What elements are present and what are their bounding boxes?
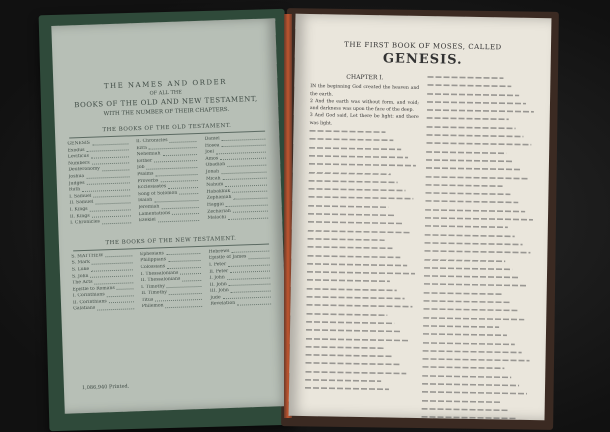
- book-name: Song of Solomon: [137, 190, 178, 197]
- leader-dots: [82, 186, 130, 192]
- leader-dots: [160, 177, 198, 183]
- book-name: Habakkuk: [206, 188, 231, 195]
- leader-dots: [216, 148, 266, 154]
- leader-dots: [228, 214, 268, 220]
- leader-dots: [91, 153, 129, 159]
- book-name: II. Chronicles: [135, 138, 168, 145]
- leader-dots: [223, 293, 271, 299]
- leader-dots: [166, 250, 201, 256]
- contents-title-line2: OF ALL THE: [149, 89, 182, 97]
- leader-dots: [179, 190, 198, 195]
- book-name: Nehemiah: [136, 151, 161, 158]
- leader-dots: [169, 137, 196, 143]
- leader-dots: [237, 300, 271, 306]
- leader-dots: [97, 305, 134, 311]
- leader-dots: [168, 183, 198, 189]
- book-name: Ephesians: [139, 250, 164, 257]
- book-name: Hosea: [204, 142, 220, 149]
- leader-dots: [232, 187, 267, 193]
- contents-title-block: [53, 76, 278, 119]
- leader-dots: [220, 154, 266, 160]
- leader-dots: [248, 254, 269, 259]
- leader-dots: [90, 272, 132, 278]
- leader-dots: [182, 276, 201, 281]
- leader-dots: [92, 212, 131, 218]
- book-name: Jude: [210, 295, 221, 301]
- book-entry: [70, 218, 133, 227]
- leader-dots: [86, 179, 129, 185]
- book-name: Micah: [205, 175, 221, 182]
- book-title: GENESIS.: [382, 51, 463, 68]
- leader-dots: [167, 263, 201, 269]
- leader-dots: [86, 172, 129, 178]
- book-list-column: [209, 247, 274, 308]
- book-name: Exodus: [67, 147, 85, 154]
- leader-dots: [92, 159, 129, 165]
- leader-dots: [117, 285, 133, 290]
- text-column-right: [421, 73, 536, 420]
- book-name: Deuteronomy: [68, 166, 100, 173]
- leader-dots: [109, 298, 134, 303]
- leader-dots: [146, 163, 197, 169]
- chapter-heading: CHAPTER I.: [346, 73, 384, 82]
- book-name: Isaiah: [138, 197, 153, 204]
- new-testament-list: [59, 247, 285, 314]
- leader-dots: [167, 283, 202, 289]
- book-name: Revelation: [210, 301, 236, 308]
- book-name: II. Samuel: [69, 200, 94, 206]
- book-name: Ezekiel: [138, 217, 156, 224]
- leader-dots: [92, 259, 132, 265]
- verse-2: 2 And the earth was without form, and void; and darkness was upon the face of the deep.: [309, 98, 420, 114]
- book-list-column: [136, 137, 202, 225]
- leader-dots: [172, 210, 199, 216]
- leader-dots: [227, 161, 266, 167]
- book-name: Leviticus: [67, 153, 90, 160]
- book-list-column: [205, 135, 271, 223]
- book-name: I. Timothy: [141, 283, 166, 290]
- leader-dots: [154, 157, 197, 163]
- book-name: Ezra: [136, 145, 148, 151]
- contents-title-line4: WITH THE NUMBER OF THEIR CHAPTERS.: [103, 106, 230, 118]
- leader-dots: [228, 260, 270, 266]
- book-name: Jonah: [205, 169, 220, 175]
- contents-page: [51, 18, 288, 414]
- leader-dots: [168, 256, 201, 262]
- book-entry: [207, 214, 270, 223]
- book-name: Epistle of James: [208, 254, 247, 261]
- leader-dots: [155, 296, 202, 302]
- leader-dots: [162, 150, 197, 156]
- book-name: Galatians: [73, 306, 96, 312]
- book-name: I. Thessalonians: [140, 270, 179, 277]
- contents-title-line1: THE NAMES AND ORDER: [103, 77, 228, 91]
- leader-dots: [90, 205, 131, 211]
- book-name: Job: [136, 165, 145, 171]
- leader-dots: [222, 135, 266, 141]
- leader-dots: [92, 139, 128, 145]
- leader-dots: [105, 252, 132, 258]
- old-testament-list: [55, 134, 282, 227]
- book-list-column: [67, 139, 133, 227]
- new-testament-heading: THE BOOKS OF THE NEW TESTAMENT.: [105, 235, 237, 246]
- leader-dots: [226, 201, 268, 207]
- book-name: Zechariah: [207, 208, 231, 215]
- leader-dots: [229, 280, 271, 286]
- running-title: THE FIRST BOOK OF MOSES, CALLED: [344, 40, 502, 52]
- book-name: Proverbs: [137, 177, 159, 184]
- leader-dots: [94, 278, 133, 284]
- printed-text-line: [305, 384, 389, 394]
- genesis-page: [289, 14, 552, 420]
- printed-note: 1,086,940 Printed.: [81, 383, 130, 392]
- leader-dots: [166, 302, 203, 308]
- book-name: I. Peter: [208, 261, 227, 268]
- book-name: Lamentations: [138, 210, 171, 217]
- leader-dots: [221, 141, 265, 147]
- leader-dots: [149, 144, 197, 150]
- book-entry: [139, 216, 202, 225]
- leader-dots: [91, 265, 132, 271]
- book-name: Obadiah: [205, 162, 226, 169]
- leader-dots: [93, 192, 130, 198]
- book-list-column: [71, 252, 136, 313]
- verse-1: IN the beginning God created the heaven and the earth.: [310, 84, 420, 98]
- leader-dots: [154, 196, 199, 202]
- book-name: Numbers: [68, 160, 90, 167]
- leader-dots: [227, 274, 271, 280]
- leader-dots: [87, 146, 129, 152]
- book-name: I. Corinthians: [72, 292, 105, 299]
- leader-dots: [161, 203, 199, 209]
- book-name: I. John: [209, 275, 225, 281]
- book-name: II. Timothy: [141, 290, 168, 297]
- leader-dots: [222, 174, 266, 180]
- book-name: Ruth: [68, 187, 81, 193]
- leader-dots: [102, 218, 131, 224]
- book-name: Epistle to Romans: [72, 285, 115, 293]
- book-name: Psalms: [137, 171, 154, 178]
- text-column-left: [304, 71, 419, 420]
- contents-title-line3: BOOKS OF THE OLD AND NEW TESTAMENT,: [74, 94, 258, 110]
- book-name: Joshua: [68, 173, 85, 180]
- book-name: II. Kings: [69, 213, 90, 220]
- leader-dots: [225, 181, 267, 187]
- book-name: S. John: [71, 273, 89, 279]
- leader-dots: [230, 267, 270, 273]
- book-name: I. Chronicles: [70, 219, 100, 226]
- book-name: S. Luke: [71, 266, 90, 273]
- old-testament-heading: THE BOOKS OF THE OLD TESTAMENT.: [102, 122, 232, 134]
- book-name: Malachi: [207, 215, 227, 221]
- book-name: Colossians: [140, 264, 166, 270]
- leader-dots: [155, 170, 198, 176]
- book-name: III. John: [209, 288, 229, 294]
- book-name: II. Thessalonians: [140, 276, 181, 284]
- leader-dots: [233, 207, 268, 213]
- leader-dots: [107, 292, 134, 298]
- book-name: Jeremiah: [138, 204, 160, 211]
- book-name: Ecclesiastes: [137, 184, 167, 191]
- book-name: Hebrews: [208, 248, 230, 255]
- book-entry: [142, 302, 205, 311]
- leader-dots: [221, 168, 267, 174]
- book-entry: [73, 305, 136, 314]
- leader-dots: [231, 287, 271, 293]
- book-name: Esther: [136, 158, 153, 164]
- book-name: I. Samuel: [69, 193, 92, 200]
- book-name: Daniel: [204, 136, 220, 142]
- book-name: I. Kings: [69, 206, 88, 213]
- leader-dots: [180, 269, 201, 274]
- book-name: Philippians: [140, 257, 167, 264]
- book-name: II. John: [209, 281, 227, 288]
- book-name: S. MATTHEW: [71, 253, 104, 260]
- book-name: Philemon: [141, 303, 164, 310]
- book-name: Joel: [205, 149, 215, 155]
- book-name: GENESIS: [67, 140, 91, 147]
- leader-dots: [169, 289, 202, 295]
- book-name: Amos: [205, 156, 219, 162]
- book-list-column: [140, 250, 205, 311]
- book-name: The Acts: [72, 279, 93, 286]
- leader-dots: [102, 166, 129, 172]
- leader-dots: [158, 216, 200, 222]
- book-name: Haggai: [206, 202, 224, 208]
- text-columns: [289, 65, 551, 420]
- book-name: Judges: [68, 180, 85, 187]
- book-name: Titus: [141, 297, 154, 303]
- book-name: Nahum: [206, 182, 224, 188]
- verse-3: 3 And God said, Let there be light: and there was light.: [309, 113, 419, 127]
- leader-dots: [233, 194, 267, 200]
- book-name: II. Corinthians: [72, 299, 107, 306]
- leader-dots: [95, 199, 130, 205]
- book-name: S. Mark: [71, 260, 90, 266]
- leader-dots: [231, 247, 269, 253]
- book-entry: [210, 300, 273, 309]
- book-name: Zephaniah: [206, 195, 232, 202]
- book-name: II. Peter: [209, 268, 229, 275]
